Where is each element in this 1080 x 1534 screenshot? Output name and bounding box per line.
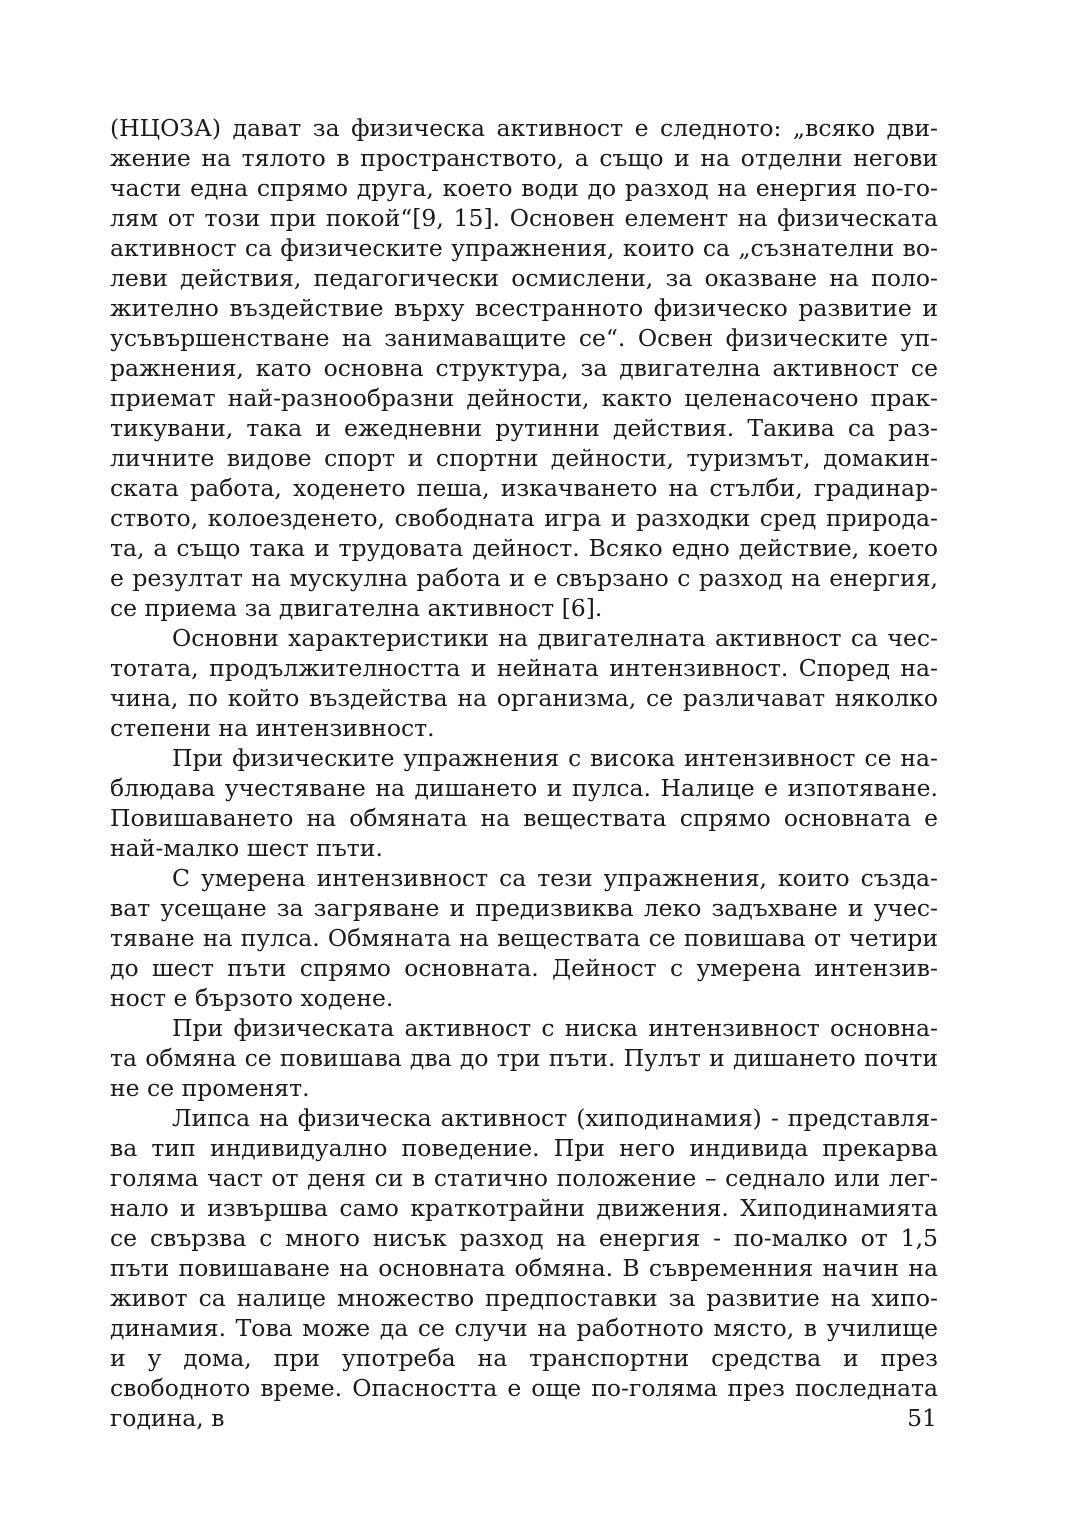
paragraph-continuation: (НЦОЗА) дават за физическа активност е следното: „всяко движение на тялото в пространството, а също и на отделни негови части една спрямо друга, което води до разход на енергия по-голям от този при покой“[9, 15]. Основен елемент на физическата активност са физическите упражнения, които са „съзнателни волеви действия, педагогически осмислени, за оказване на положително въздействие върху всестранното физическо развитие и усъвършенстване на занимаващите се“. Освен физическите упражнения, като основна структура, за двигателна активност се приемат най-разнообразни дейности, както целенасочено практикувани, така и ежедневни рутинни действия. Такива са различните видове спорт и спортни дейности, туризмът, домакинската работа, ходенето пеша, изкачването на стълби, градинарството, колоездeнето, свободната игра и разходки сред природата, а също така и трудовата дейност. Всяко едно действие, което е резултат на мускулна работа и е свързано с разход на енергия, се приема за двигателна активност [6]. bbox=[110, 114, 938, 622]
paragraph-moderate-intensity: С умерена интензивност са тези упражнения, които създават усещане за загряване и предизвиква леко задъхване и учестяване на пулса. Обмяната на веществата се повишава от четири до шест пъти спрямо основната. Дейност с умерена интензивност е бързото ходене. bbox=[110, 864, 938, 1012]
paragraph-high-intensity: При физическите упражнения с висока интензивност се наблюдава учестяване на дишането и пулса. Налице е изпотяване. Повишаването на обмяната на веществата спрямо основната е най-малко шест пъти. bbox=[110, 744, 938, 862]
paragraph-characteristics: Основни характеристики на двигателната активност са честотата, продължителността и нейната интензивност. Според начина, по който въздейства на организма, се различават няколко степени на интензивност. bbox=[110, 624, 938, 742]
body-text bbox=[110, 113, 938, 1433]
paragraph-hypodynamia: Липса на физическа активност (хиподинамия) - представлява тип индивидуално поведение. При него индивида прекарва голяма част от деня си в статично положение – седнало или легнало и извършва само краткотрайни движения. Хиподинамията се свързва с много нисък разход на енергия - по-малко от 1,5 пъти повишаване на основната обмяна. В съвременния начин на живот са налице множество предпоставки за развитие на хиподинамия. Това може да се случи на работното място, в училище и у дома, при употреба на транспортни средства и през свободното време. Опасността е още по-голяма през последната година, в bbox=[110, 1104, 938, 1432]
paragraph-low-intensity: При физическата активност с ниска интензивност основната обмяна се повишава два до три пъти. Пулът и дишането почти не се променят. bbox=[110, 1014, 938, 1102]
page-number: 51 bbox=[907, 1404, 937, 1432]
